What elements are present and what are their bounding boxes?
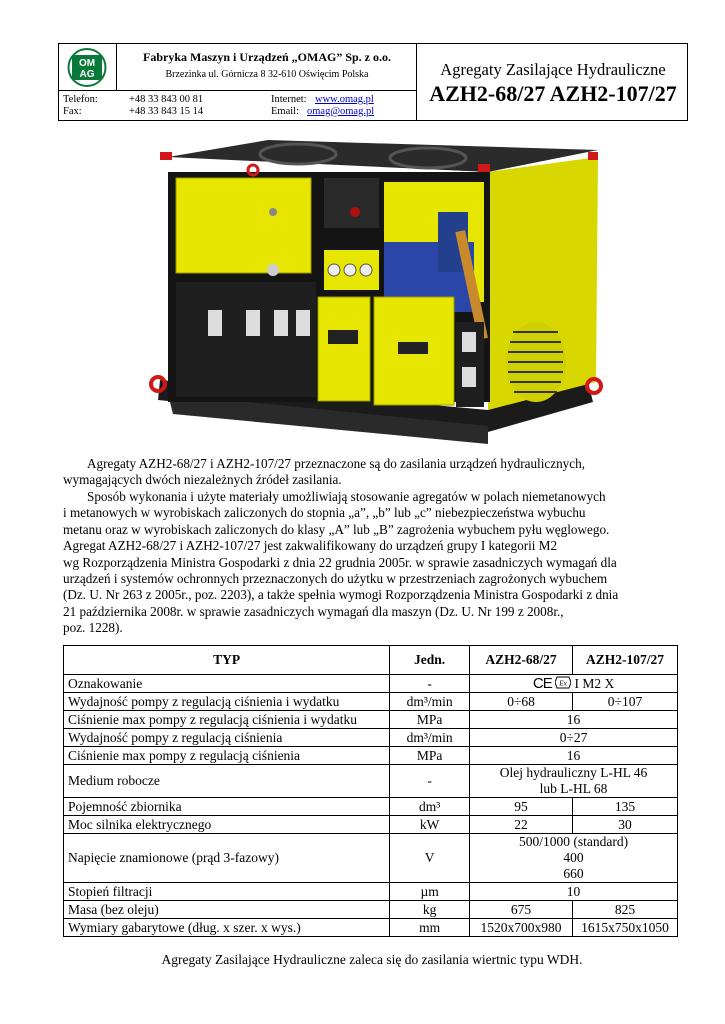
value-line: Olej hydrauliczny L-HL 46 xyxy=(499,765,648,780)
row-label: Ciśnienie max pompy z regulacją ciśnienia xyxy=(64,747,390,765)
divider xyxy=(59,90,416,91)
value-cell: 22 xyxy=(470,816,573,834)
value-cell: 95 xyxy=(470,798,573,816)
row-label: Pojemność zbiornika xyxy=(64,798,390,816)
row-label: Ciśnienie max pompy z regulacją ciśnienia i wydatku xyxy=(64,711,390,729)
text-line: Agregat AZH2-68/27 i AZH2-107/27 jest zakwalifikowany do urządzeń grupy I kategorii M2 xyxy=(63,538,558,554)
row-unit: dm³/min xyxy=(390,693,470,711)
website-link[interactable]: www.omag.pl xyxy=(315,94,374,105)
table-row xyxy=(64,798,678,816)
table-header-row xyxy=(64,646,678,675)
table-row xyxy=(64,919,678,937)
row-label: Wydajność pompy z regulacją ciśnienia i wydatku xyxy=(64,693,390,711)
table-row xyxy=(64,765,678,798)
text-line: Agregaty AZH2-68/27 i AZH2-107/27 przeznaczone są do zasilania urządzeń hydraulicznych, xyxy=(87,456,586,471)
value-cell: 16 xyxy=(470,747,678,765)
value-cell: 30 xyxy=(573,816,678,834)
row-label: Moc silnika elektrycznego xyxy=(64,816,390,834)
value-cell: 135 xyxy=(573,798,678,816)
text-line: wg Rozporządzenia Ministra Gospodarki z dnia 22 grudnia 2005r. w sprawie zasadniczych wymagań dla xyxy=(63,554,617,570)
intro-paragraph xyxy=(63,456,681,489)
value-line: 660 xyxy=(563,866,584,881)
footer-note: Agregaty Zasilające Hydrauliczne zaleca się do zasilania wiertnic typu WDH. xyxy=(161,952,583,967)
header-cell: Jedn. xyxy=(390,646,470,675)
document-models: AZH2-68/27 AZH2-107/27 xyxy=(429,81,677,106)
table-row xyxy=(64,711,678,729)
text-line: urządzeń i systemów ochronnych przeznaczonych do użytku w przestrzeniach zagrożonych wybuchem xyxy=(63,571,608,587)
text-line: poz. 1228). xyxy=(63,620,123,636)
email-link[interactable]: omag@omag.pl xyxy=(307,106,375,117)
value-cell: 0÷107 xyxy=(573,693,678,711)
specification-table xyxy=(63,645,678,937)
value-cell: 675 xyxy=(470,901,573,919)
table-row xyxy=(64,883,678,901)
value-cell xyxy=(470,765,678,798)
internet-label: Internet: xyxy=(271,94,307,105)
row-unit: - xyxy=(390,675,470,693)
fax-value: +48 33 843 15 14 xyxy=(129,106,204,117)
row-unit: MPa xyxy=(390,747,470,765)
table-row xyxy=(64,693,678,711)
value-line: 500/1000 (standard) xyxy=(518,834,629,849)
row-unit: MPa xyxy=(390,711,470,729)
text-line: metanu oraz w wyrobiskach zaliczonych do klasy „A” lub „B” zagrożenia wybuchem pyłu węglowego. xyxy=(63,521,610,537)
row-unit: dm³ xyxy=(390,798,470,816)
row-unit: - xyxy=(390,765,470,798)
row-label: Masa (bez oleju) xyxy=(64,901,390,919)
row-label: Wymiary gabarytowe (dług. x szer. x wys.) xyxy=(64,919,390,937)
row-label: Medium robocze xyxy=(64,765,390,798)
table-row xyxy=(64,747,678,765)
table-row xyxy=(64,729,678,747)
description-paragraph xyxy=(63,489,681,637)
row-label: Oznakowanie xyxy=(64,675,390,693)
marking-cell xyxy=(470,675,678,693)
omag-logo xyxy=(66,48,108,87)
row-unit: dm³/min xyxy=(390,729,470,747)
value-cell: 0÷68 xyxy=(470,693,573,711)
table-row xyxy=(64,901,678,919)
text-line: (Dz. U. Nr 263 z 2005r., poz. 2203), a także spełnia wymogi Rozporządzenia Ministra Gospodarki z dnia xyxy=(63,587,619,603)
svg-text:OM: OM xyxy=(78,58,96,69)
table-row xyxy=(64,816,678,834)
value-line: lub L-HL 68 xyxy=(539,781,608,796)
document-title: Agregaty Zasilające Hydrauliczne xyxy=(440,60,666,79)
phone-value: +48 33 843 00 81 xyxy=(129,94,204,105)
row-unit: µm xyxy=(390,883,470,901)
value-cell: 10 xyxy=(470,883,678,901)
table-row xyxy=(64,675,678,693)
text-line: Sposób wykonania i użyte materiały umożliwiają stosowanie agregatów w polach niemetanowych xyxy=(87,489,606,504)
header-cell: AZH2-68/27 xyxy=(470,646,573,675)
row-unit: kg xyxy=(390,901,470,919)
text-line: 21 października 2008r. w sprawie zasadniczych wymagań dla maszyn (Dz. U. Nr 199 z 2008r., xyxy=(63,603,564,619)
letterhead xyxy=(58,43,688,121)
marking-value: I M2 X xyxy=(574,675,615,691)
company-address: Brzezinka ul. Górnicza 8 32-610 Oświęcim Polska xyxy=(165,69,369,80)
text-line: i metanowych w wyrobiskach zaliczonych do stopnia „a”, „b” lub „c” niebezpieczeństwa wybuchu xyxy=(63,505,586,521)
table-row xyxy=(64,834,678,883)
divider xyxy=(116,44,117,91)
header-cell: AZH2-107/27 xyxy=(573,646,678,675)
ce-mark-icon: CE xyxy=(532,674,552,692)
value-cell: 1520x700x980 xyxy=(470,919,573,937)
company-name: Fabryka Maszyn i Urządzeń „OMAG” Sp. z o.o. xyxy=(143,50,391,64)
text-line: wymagających dwóch niezależnych źródeł zasilania. xyxy=(63,472,342,488)
svg-text:AG: AG xyxy=(79,69,95,80)
row-label: Napięcie znamionowe (prąd 3-fazowy) xyxy=(64,834,390,883)
value-cell: 0÷27 xyxy=(470,729,678,747)
fax-label: Fax: xyxy=(63,106,82,117)
value-cell: 825 xyxy=(573,901,678,919)
header-cell: TYP xyxy=(64,646,390,675)
row-label: Wydajność pompy z regulacją ciśnienia xyxy=(64,729,390,747)
email-label: Email: xyxy=(271,106,299,117)
ex-mark-icon xyxy=(555,676,571,689)
row-unit: mm xyxy=(390,919,470,937)
value-cell: 1615x750x1050 xyxy=(573,919,678,937)
value-cell xyxy=(470,834,678,883)
hydraulic-unit-illustration xyxy=(148,132,603,450)
row-label: Stopień filtracji xyxy=(64,883,390,901)
row-unit: kW xyxy=(390,816,470,834)
value-line: 400 xyxy=(563,850,584,865)
row-unit: V xyxy=(390,834,470,883)
value-cell: 16 xyxy=(470,711,678,729)
svg-text:Ex: Ex xyxy=(559,679,567,687)
phone-label: Telefon: xyxy=(63,94,98,105)
